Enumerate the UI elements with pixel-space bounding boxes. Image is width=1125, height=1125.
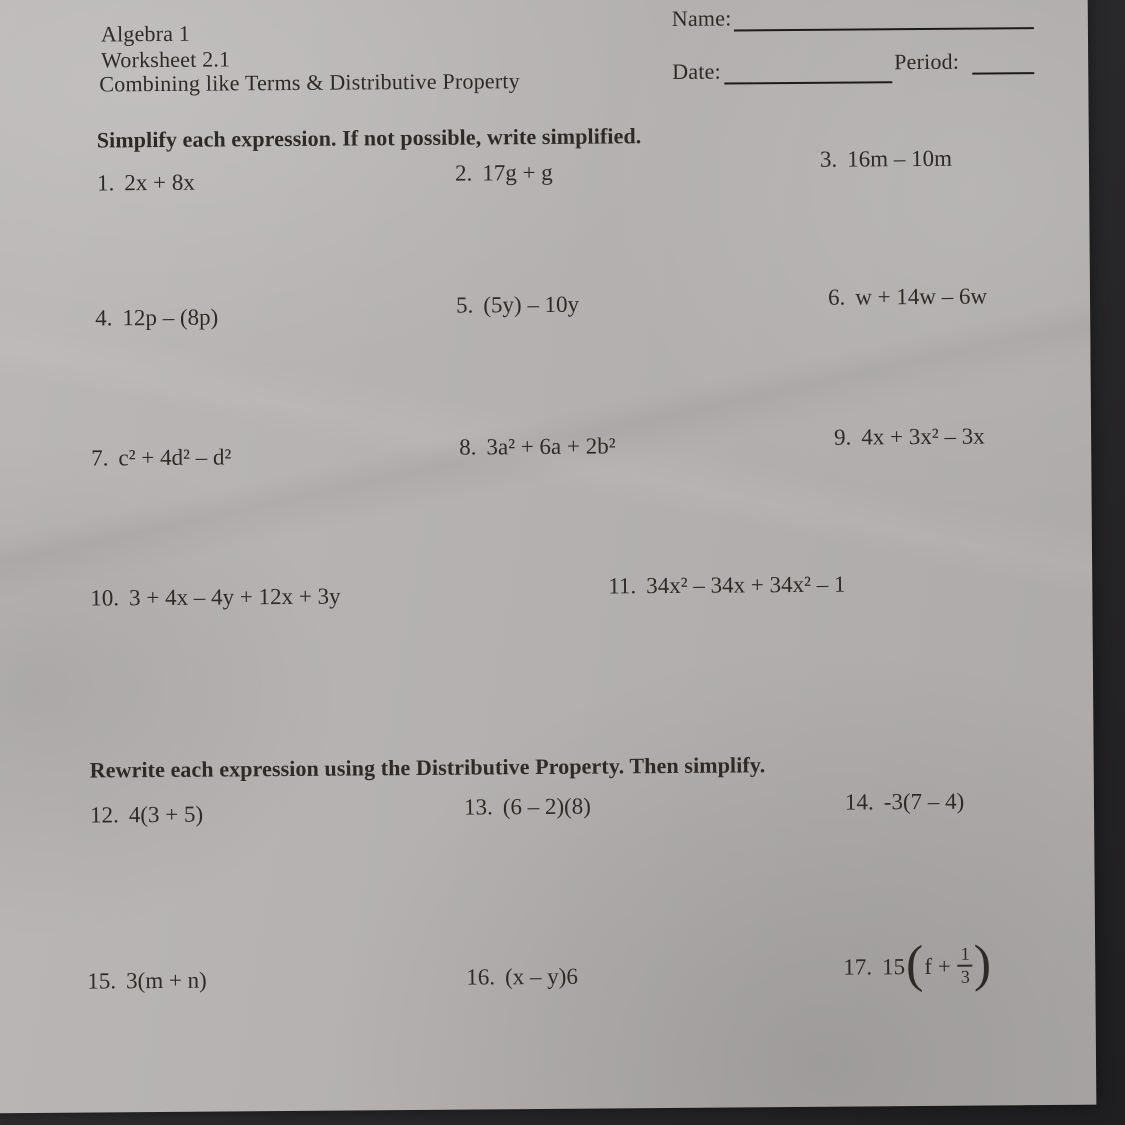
problem-2	[455, 160, 553, 187]
problem-number: 10.	[90, 585, 120, 611]
problem-13	[464, 794, 591, 821]
problem-3	[820, 146, 952, 173]
period-blank-line	[972, 72, 1034, 74]
problem-expression: 4x + 3x² – 3x	[861, 423, 985, 450]
problem-4	[95, 305, 218, 332]
problem-12	[90, 802, 203, 829]
problem-expression: w + 14w – 6w	[855, 283, 988, 310]
problem-expression: 17g + g	[482, 159, 553, 186]
worksheet-topic: Combining like Terms & Distributive Property	[99, 68, 520, 97]
problem-expression: 12p – (8p)	[122, 304, 219, 331]
problem-1	[97, 170, 195, 197]
problem-expression: 3 + 4x – 4y + 12x + 3y	[129, 583, 341, 611]
problem-expression: 34x² – 34x + 34x² – 1	[646, 571, 846, 599]
problem-10	[90, 584, 340, 612]
problem-expression: 4(3 + 5)	[128, 801, 204, 828]
problem-number: 14.	[844, 789, 874, 815]
course-title: Algebra 1	[100, 20, 191, 47]
problem-number: 9.	[834, 424, 852, 450]
period-label: Period:	[894, 48, 960, 75]
problem-9	[834, 424, 985, 451]
fraction	[958, 945, 973, 987]
problem-expression: 3a² + 6a + 2b²	[486, 433, 616, 460]
coefficient: 15	[881, 954, 906, 980]
problem-number: 7.	[91, 445, 109, 471]
worksheet-title: Worksheet 2.1	[101, 46, 231, 73]
problem-number: 2.	[454, 160, 473, 186]
problem-expression: (x – y)6	[504, 963, 579, 990]
section-2-instructions: Rewrite each expression using the Distributive Property. Then simplify.	[89, 752, 766, 783]
problem-14	[845, 789, 964, 816]
fraction-numerator: 1	[958, 945, 973, 967]
problem-5	[456, 292, 579, 319]
name-blank-line	[734, 27, 1034, 31]
problem-number: 4.	[95, 305, 113, 331]
problem-number: 12.	[89, 802, 119, 828]
problem-number: 6.	[827, 284, 846, 310]
date-label: Date:	[672, 58, 721, 84]
problem-number: 11.	[608, 573, 637, 599]
problem-expression: 3(m + n)	[126, 967, 207, 994]
inner-expression: f +	[924, 953, 951, 979]
problem-8	[459, 433, 616, 460]
problem-number: 3.	[819, 146, 838, 172]
problem-expression: 2x + 8x	[124, 169, 195, 196]
problem-expression: (6 – 2)(8)	[502, 793, 591, 820]
problem-expression: c² + 4d² – d²	[118, 444, 232, 471]
problem-expression: 16m – 10m	[847, 145, 953, 172]
problem-number: 15.	[87, 968, 117, 994]
problem-11	[608, 572, 845, 600]
section-1-instructions: Simplify each expression. If not possible, write simplified.	[96, 123, 642, 153]
problem-number: 16.	[466, 964, 496, 990]
problem-number: 8.	[459, 434, 477, 460]
problem-7	[91, 444, 231, 471]
problem-expression: -3(7 – 4)	[883, 788, 965, 815]
problem-number: 13.	[463, 794, 493, 820]
problem-expression: (5y) – 10y	[483, 291, 580, 318]
problem-number: 5.	[455, 292, 474, 318]
problem-number: 17.	[843, 954, 873, 980]
fraction-denominator: 3	[960, 966, 970, 987]
problem-expression	[881, 935, 992, 994]
problem-16	[466, 964, 578, 991]
problem-6	[828, 283, 987, 310]
problem-17	[843, 935, 992, 994]
problem-15	[87, 968, 207, 995]
date-blank-line	[724, 81, 892, 84]
problem-number: 1.	[96, 170, 115, 196]
name-label: Name:	[671, 5, 732, 31]
